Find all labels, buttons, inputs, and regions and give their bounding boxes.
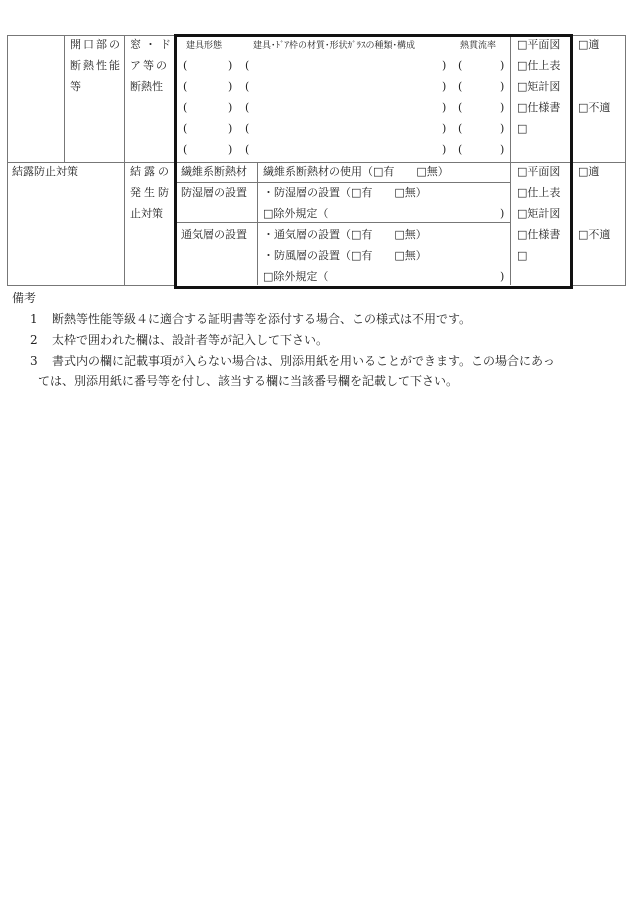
judgment-ng-checkbox[interactable]: □不適 [578, 101, 611, 114]
note-number: 2 [30, 333, 38, 347]
note-text-continued: ては、別添用紙に番号等を付し、該当する欄に当該番号欄を記載して下さい。 [38, 374, 459, 388]
header-type: 建具形態 [186, 41, 223, 51]
doc-checkbox-plan[interactable]: □平面図 [517, 38, 561, 51]
paren-close: ) [442, 101, 447, 114]
table-border [625, 35, 626, 286]
note-text: 書式内の欄に記載事項が入らない場合は、別添用紙を用いることができます。この場合にあっ [52, 354, 555, 368]
col-divider [124, 35, 125, 285]
sub-label: 繊維系断熱材 [181, 165, 247, 178]
paren-close: ) [228, 143, 233, 156]
paren-close: ) [442, 143, 447, 156]
table-border [7, 35, 8, 285]
category-label: 等 [70, 80, 81, 93]
doc-checkbox-other[interactable]: □ [517, 249, 528, 262]
item-label: 止対策 [130, 207, 163, 220]
table-border [7, 35, 175, 36]
sub-line[interactable]: ・防湿層の設置（□有 □無） [263, 186, 427, 199]
paren-close: ) [500, 101, 505, 114]
paren-close: ) [500, 59, 505, 72]
sub-line[interactable]: 繊維系断熱材の使用（□有 □無） [263, 165, 449, 178]
judgment-ng-checkbox[interactable]: □不適 [578, 228, 611, 241]
doc-checkbox-plan[interactable]: □平面図 [517, 165, 561, 178]
sub-label: 防湿層の設置 [181, 186, 247, 199]
paren-open: ( [183, 80, 188, 93]
paren-open: ( [458, 101, 463, 114]
header-u-value: 熱貫流率 [460, 41, 497, 51]
table-border [571, 35, 625, 36]
doc-checkbox-spec[interactable]: □仕様書 [517, 101, 561, 114]
sub-label: 通気層の設置 [181, 228, 247, 241]
sub-line[interactable]: ・通気層の設置（□有 □無） [263, 228, 427, 241]
paren-open: ( [245, 143, 250, 156]
doc-checkbox-finish[interactable]: □仕上表 [517, 186, 561, 199]
category-label: 断熱性能 [70, 59, 122, 72]
doc-checkbox-other[interactable]: □ [517, 122, 528, 135]
sub-line[interactable]: ・防風層の設置（□有 □無） [263, 249, 427, 262]
item-label: 断熱性 [130, 80, 163, 93]
note-text: 太枠で囲われた欄は、設計者等が記入して下さい。 [52, 333, 329, 347]
note-text: 断熱等性能等級４に適合する証明書等を添付する場合、この様式は不用です。 [52, 312, 472, 326]
paren-close: ) [500, 143, 505, 156]
paren-open: ( [458, 80, 463, 93]
exclusion-checkbox[interactable]: □除外規定（ [263, 270, 329, 283]
paren-open: ( [183, 101, 188, 114]
judgment-ok-checkbox[interactable]: □適 [578, 38, 600, 51]
table-border [7, 285, 175, 286]
paren-open: ( [245, 101, 250, 114]
item-label: ア等の [130, 59, 169, 72]
paren-open: ( [458, 59, 463, 72]
exclusion-checkbox[interactable]: □除外規定（ [263, 207, 329, 220]
header-material: 建具･ﾄﾞｱ枠の材質･形状ｶﾞﾗｽの種類･構成 [253, 41, 416, 51]
paren-close: ) [442, 122, 447, 135]
paren-close: ) [442, 80, 447, 93]
doc-checkbox-finish[interactable]: □仕上表 [517, 59, 561, 72]
paren-open: ( [183, 122, 188, 135]
judgment-ok-checkbox[interactable]: □適 [578, 165, 600, 178]
paren-close: ) [500, 80, 505, 93]
item-label: 窓・ド [130, 38, 175, 51]
paren-close: ) [442, 59, 447, 72]
paren-open: ( [245, 80, 250, 93]
paren-close: ) [228, 122, 233, 135]
paren-close: ) [228, 59, 233, 72]
col-divider [64, 35, 65, 162]
paren-open: ( [458, 122, 463, 135]
category-label: 結露防止対策 [12, 165, 78, 178]
note-number: 1 [30, 312, 38, 326]
paren-close: ) [228, 101, 233, 114]
paren-close: ) [500, 270, 505, 283]
item-label: 発生防 [130, 186, 172, 199]
doc-checkbox-spec[interactable]: □仕様書 [517, 228, 561, 241]
doc-checkbox-section[interactable]: □矩計図 [517, 80, 561, 93]
doc-checkbox-section[interactable]: □矩計図 [517, 207, 561, 220]
table-border [571, 285, 625, 286]
paren-open: ( [245, 59, 250, 72]
note-number: 3 [30, 354, 38, 368]
paren-open: ( [245, 122, 250, 135]
paren-close: ) [228, 80, 233, 93]
notes-title: 備考 [12, 291, 37, 305]
paren-open: ( [183, 59, 188, 72]
paren-close: ) [500, 122, 505, 135]
paren-close: ) [500, 207, 505, 220]
paren-open: ( [458, 143, 463, 156]
item-label: 結露の [130, 165, 172, 178]
paren-open: ( [183, 143, 188, 156]
category-label: 開口部の [70, 38, 122, 51]
